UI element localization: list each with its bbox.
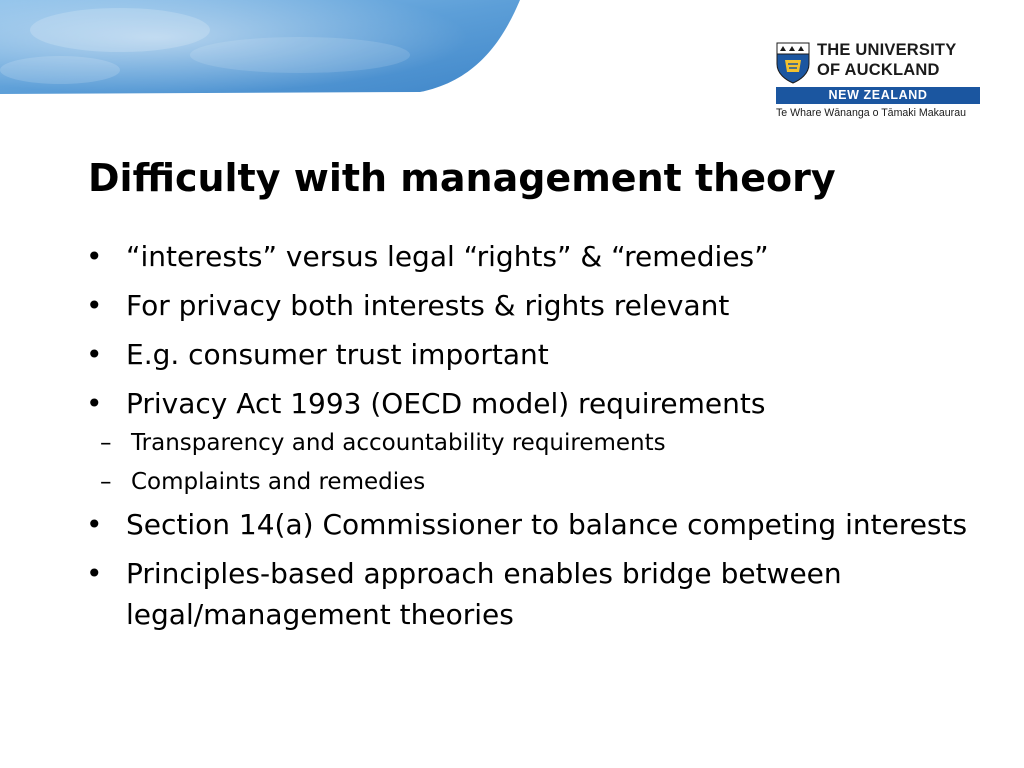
bullet-text: E.g. consumer trust important bbox=[126, 338, 549, 371]
sub-bullet-marker: – bbox=[100, 430, 112, 456]
university-crest-icon bbox=[776, 42, 810, 84]
bullet-marker: • bbox=[86, 557, 103, 590]
sky-banner bbox=[0, 0, 540, 100]
university-logo bbox=[776, 40, 988, 124]
bullet-marker: • bbox=[86, 508, 103, 541]
bullet-marker: • bbox=[86, 387, 103, 420]
bullet-item bbox=[86, 236, 986, 277]
slide-title: Difficulty with management theory bbox=[88, 156, 836, 200]
sub-bullet-item bbox=[86, 465, 986, 500]
bullet-text: Privacy Act 1993 (OECD model) requirements bbox=[126, 387, 766, 420]
sub-bullet-marker: – bbox=[100, 469, 112, 495]
bullet-marker: • bbox=[86, 289, 103, 322]
country-bar: NEW ZEALAND bbox=[776, 87, 980, 104]
bullet-text: For privacy both interests & rights relevant bbox=[126, 289, 730, 322]
bullet-item bbox=[86, 285, 986, 326]
university-name bbox=[817, 40, 956, 80]
bullet-text: Section 14(a) Commissioner to balance competing interests bbox=[126, 508, 968, 541]
sub-bullet-item bbox=[86, 426, 986, 461]
bullet-text: Principles-based approach enables bridge between legal/management theories bbox=[126, 557, 842, 631]
sub-bullet-list bbox=[86, 426, 986, 500]
bullet-list bbox=[86, 236, 986, 643]
bullet-marker: • bbox=[86, 240, 103, 273]
university-name-line1: THE UNIVERSITY bbox=[817, 41, 957, 59]
bullet-item bbox=[86, 334, 986, 375]
university-name-line2: OF AUCKLAND bbox=[817, 61, 940, 79]
bullet-item bbox=[86, 383, 986, 500]
bullet-item bbox=[86, 504, 986, 545]
bullet-text: “interests” versus legal “rights” & “remedies” bbox=[126, 240, 769, 273]
bullet-item bbox=[86, 553, 986, 635]
bullet-marker: • bbox=[86, 338, 103, 371]
sub-bullet-text: Complaints and remedies bbox=[131, 469, 426, 495]
maori-name: Te Whare Wānanga o Tāmaki Makaurau bbox=[776, 107, 966, 119]
sub-bullet-text: Transparency and accountability requirements bbox=[131, 430, 666, 456]
